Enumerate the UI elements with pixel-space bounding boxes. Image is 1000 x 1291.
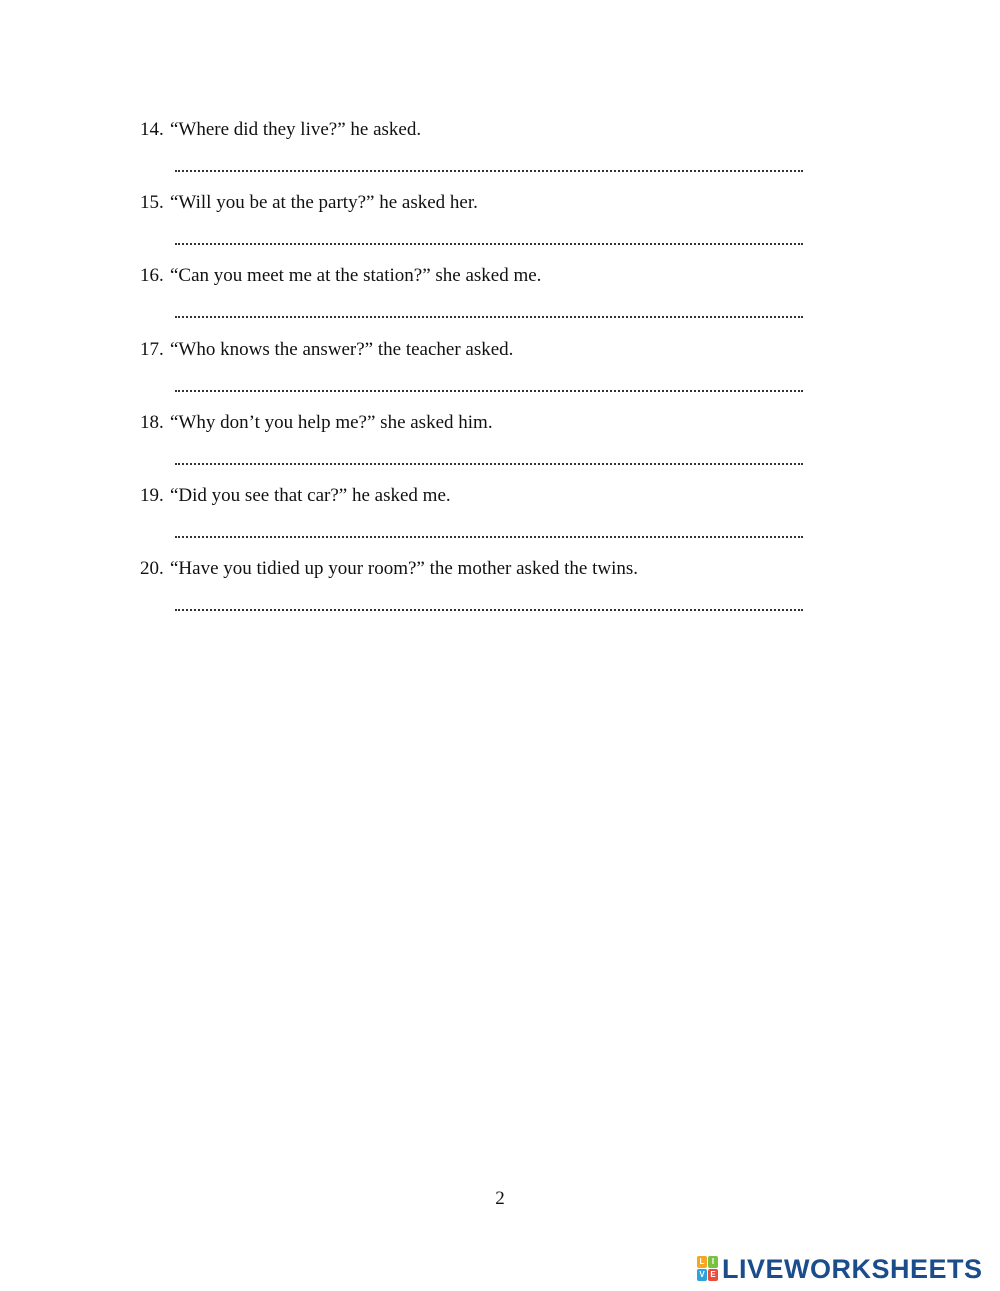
question-number: 17. xyxy=(140,339,164,360)
question-text: “Who knows the answer?” the teacher asked. xyxy=(170,339,514,360)
answer-input-19[interactable] xyxy=(175,514,803,538)
question-number: 18. xyxy=(140,412,164,433)
question-prompt xyxy=(140,191,478,215)
page-number: 2 xyxy=(495,1188,505,1209)
question-prompt xyxy=(140,557,638,581)
answer-input-17[interactable] xyxy=(175,368,803,392)
question-prompt xyxy=(140,338,513,362)
question-20 xyxy=(140,557,820,631)
question-text: “Can you meet me at the station?” she asked me. xyxy=(170,265,542,286)
answer-input-18[interactable] xyxy=(175,441,803,465)
question-text: “Why don’t you help me?” she asked him. xyxy=(170,412,493,433)
logo-block-v: V xyxy=(697,1269,707,1281)
answer-input-20[interactable] xyxy=(175,587,803,611)
question-text: “Have you tidied up your room?” the mother asked the twins. xyxy=(170,558,639,579)
question-17 xyxy=(140,338,820,412)
question-prompt xyxy=(140,264,541,288)
question-number: 14. xyxy=(140,119,164,140)
question-number: 19. xyxy=(140,485,164,506)
question-number: 15. xyxy=(140,192,164,213)
question-number: 16. xyxy=(140,265,164,286)
question-text: “Will you be at the party?” he asked her. xyxy=(170,192,478,213)
logo-block-e: E xyxy=(708,1269,718,1281)
question-prompt xyxy=(140,411,493,435)
answer-input-14[interactable] xyxy=(175,148,803,172)
question-14 xyxy=(140,118,820,192)
answer-input-16[interactable] xyxy=(175,294,803,318)
answer-input-15[interactable] xyxy=(175,221,803,245)
question-text: “Where did they live?” he asked. xyxy=(170,119,422,140)
logo-wordmark: LIVEWORKSHEETS xyxy=(722,1253,983,1284)
logo-blocks-icon xyxy=(697,1256,719,1282)
question-number: 20. xyxy=(140,558,164,579)
question-prompt xyxy=(140,118,421,142)
question-16 xyxy=(140,264,820,338)
question-text: “Did you see that car?” he asked me. xyxy=(170,485,451,506)
question-15 xyxy=(140,191,820,265)
logo-block-l: L xyxy=(697,1256,707,1268)
logo-block-i: I xyxy=(708,1256,718,1268)
question-prompt xyxy=(140,484,451,508)
liveworksheets-logo xyxy=(697,1254,983,1284)
question-19 xyxy=(140,484,820,558)
question-18 xyxy=(140,411,820,485)
